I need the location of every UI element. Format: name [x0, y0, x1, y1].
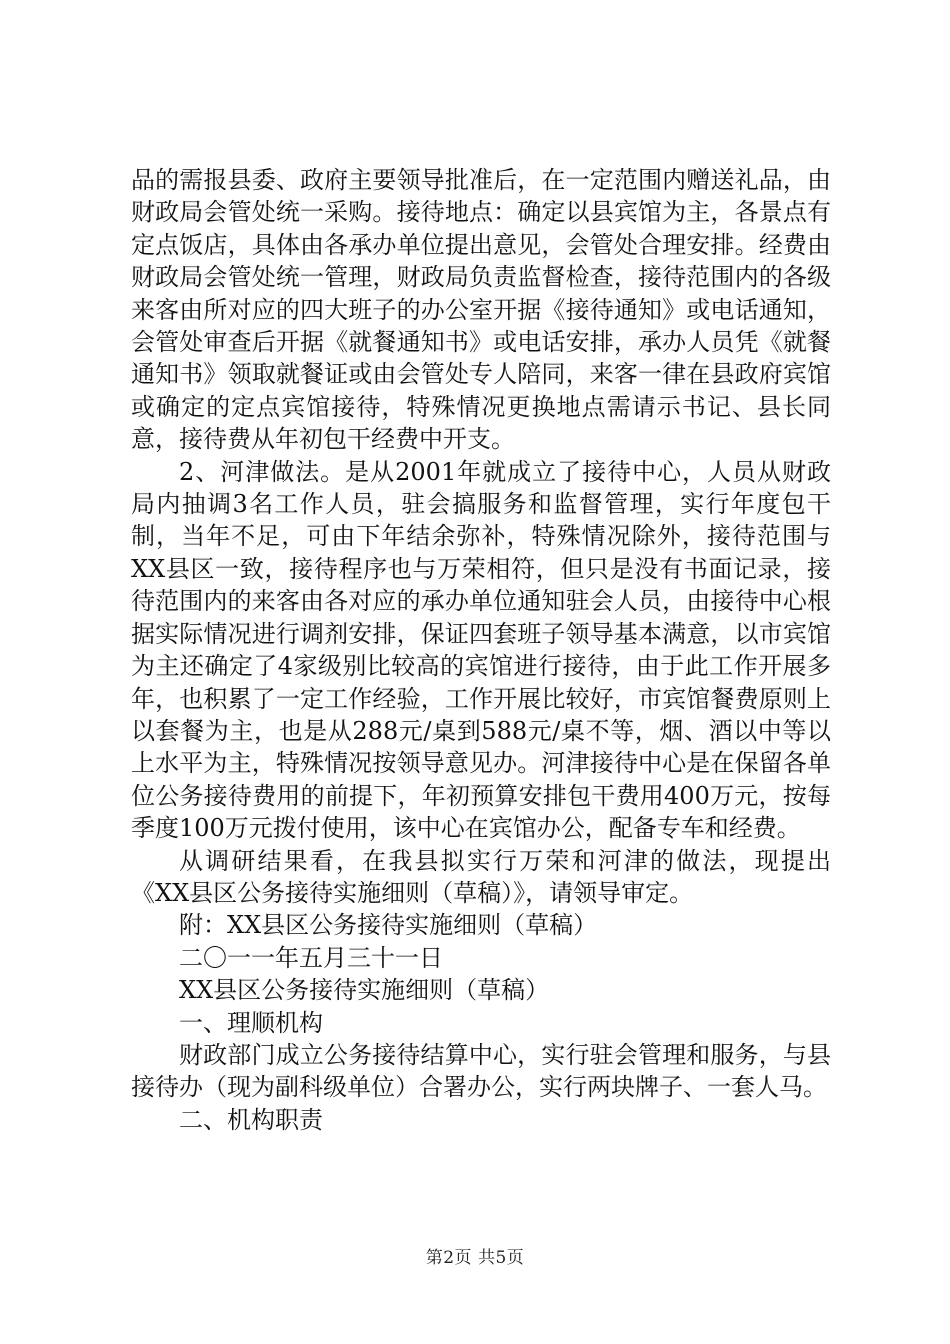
section-1-body: 财政部门成立公务接待结算中心，实行驻会管理和服务，与县接待办（现为副科级单位）合署办公，实行两块牌子、一套人马。: [131, 1040, 831, 1102]
section-2-heading: 二、机构职责: [179, 1105, 323, 1134]
document-body: [131, 164, 831, 1136]
paragraph-reception-arrangements: 品的需报县委、政府主要领导批准后，在一定范围内赠送礼品，由财政局会管处统一采购。接待地点：确定以县宾馆为主，各景点有定点饭店，具体由各承办单位提出意见，会管处合理安排。经费由财政局会管处统一管理，财政局负责监督检查，接待范围内的各级来客由所对应的四大班子的办公室开据《接待通知》或电话通知，会管处审查后开据《就餐通知书》或电话安排，承办人员凭《就餐通知书》领取就餐证或由会管处专人陪同，来客一律在县政府宾馆或确定的定点宾馆接待，特殊情况更换地点需请示书记、县长同意，接待费从年初包干经费中开支。: [131, 166, 831, 454]
rules-title: XX县区公务接待实施细则（草稿）: [179, 976, 550, 1005]
attachment-line: 附：XX县区公务接待实施细则（草稿）: [179, 911, 598, 940]
paragraph-hejin-practice: 2、河津做法。是从2001年就成立了接待中心，人员从财政局内抽调3名工作人员，驻会搞服务和监督管理，实行年度包干制，当年不足，可由下年结余弥补，特殊情况除外，接待范围与XX县区一致，接待程序也与万荣相符，但只是没有书面记录，接待范围内的来客由各对应的承办单位通知驻会人员，由接待中心根据实际情况进行调剂安排，保证四套班子领导基本满意，以市宾馆为主还确定了4家级别比较高的宾馆进行接待，由于此工作开展多年，也积累了一定工作经验，工作开展比较好，市宾馆餐费原则上以套餐为主，也是从288元/桌到588元/桌不等，烟、酒以中等以上水平为主，特殊情况按领导意见办。河津接待中心是在保留各单位公务接待费用的前提下，年初预算安排包干费用400万元，按每季度100万元拨付使用，该中心在宾馆办公，配备专车和经费。: [131, 457, 831, 843]
page-number-footer: 第2页 共5页: [425, 1248, 525, 1268]
date-line: 二〇一一年五月三十一日: [179, 943, 443, 972]
section-1-heading: 一、理顺机构: [179, 1008, 323, 1037]
paragraph-research-conclusion: 从调研结果看，在我县拟实行万荣和河津的做法，现提出《XX县区公务接待实施细则（草稿）》，请领导审定。: [131, 846, 831, 907]
